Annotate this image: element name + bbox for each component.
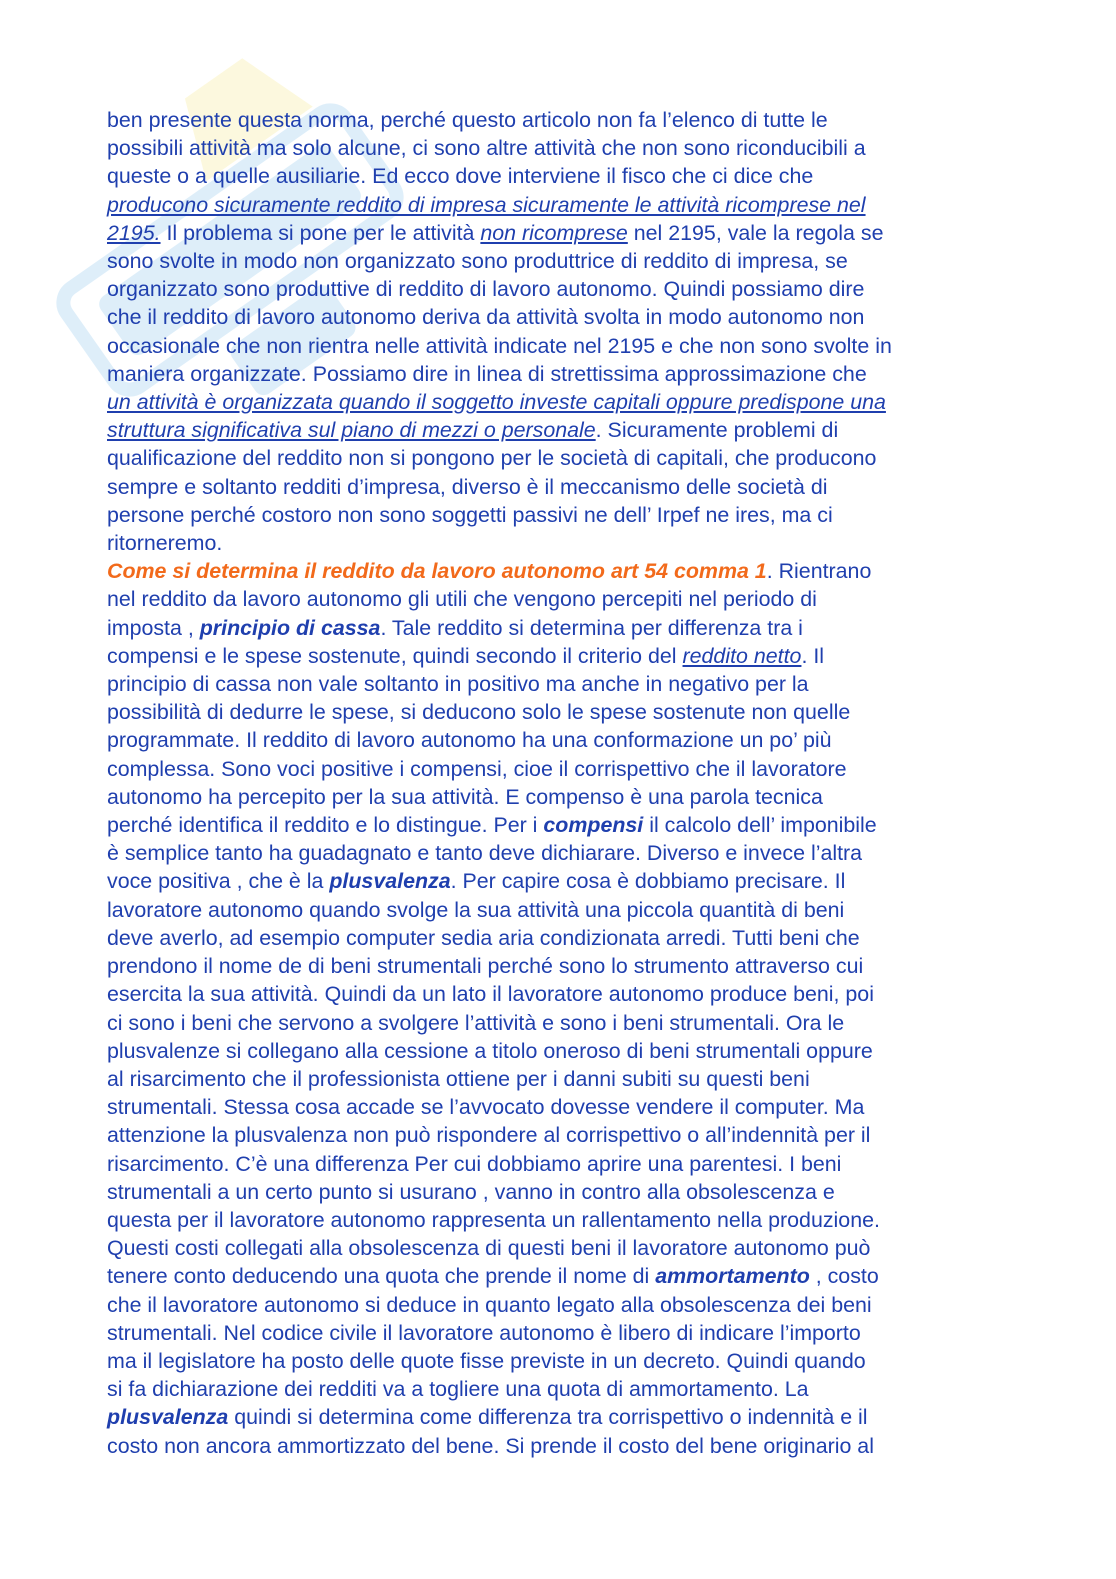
underlined-text: producono sicuramente reddito di impresa sicuramente le attività ricomprese nel xyxy=(107,192,866,217)
text-segment: sono svolte in modo non organizzato sono produttrice di reddito di impresa, se xyxy=(107,249,848,274)
text-line xyxy=(107,1065,1027,1093)
keyword: plusvalenza xyxy=(107,1405,229,1430)
text-line xyxy=(107,106,1027,134)
text-segment: si fa dichiarazione dei redditi va a togliere una quota di ammortamento. La xyxy=(107,1377,809,1402)
text-segment: strumentali. Stessa cosa accade se l’avvocato dovesse vendere il computer. Ma xyxy=(107,1095,865,1120)
text-segment: autonomo ha percepito per la sua attività. E compenso è una parola tecnica xyxy=(107,784,823,809)
text-line xyxy=(107,416,1027,444)
text-segment: . Il xyxy=(801,643,825,668)
text-line xyxy=(107,1375,1027,1403)
text-segment: ma il legislatore ha posto delle quote fisse previste in un decreto. Quindi quando xyxy=(107,1348,866,1373)
text-line xyxy=(107,275,1027,303)
underlined-text: struttura significativa sul piano di mezzi o personale xyxy=(107,418,596,443)
text-segment: perché identifica il reddito e lo distingue. Per i xyxy=(107,813,544,838)
text-segment: plusvalenze si collegano alla cessione a titolo oneroso di beni strumentali oppure xyxy=(107,1038,873,1063)
text-line xyxy=(107,529,1027,557)
text-line xyxy=(107,444,1027,472)
text-segment: programmate. Il reddito di lavoro autonomo ha una conformazione un po’ più xyxy=(107,728,832,753)
text-line xyxy=(107,1403,1027,1431)
text-segment: ben presente questa norma, perché questo articolo non fa l’elenco di tutte le xyxy=(107,108,828,132)
text-segment: . Sicuramente problemi di xyxy=(595,418,839,443)
text-segment: il calcolo dell’ imponibile xyxy=(643,813,877,838)
text-line xyxy=(107,1121,1027,1149)
text-line xyxy=(107,980,1027,1008)
section-heading: Come si determina il reddito da lavoro autonomo art 54 comma 1 xyxy=(107,559,767,584)
text-segment: strumentali a un certo punto si usurano , vanno in contro alla obsolescenza e xyxy=(107,1179,835,1204)
keyword: ammortamento xyxy=(655,1264,810,1289)
text-segment: lavoratore autonomo quando svolge la sua attività una piccola quantità di beni xyxy=(107,897,845,922)
text-segment: possibilità di dedurre le spese, si deducono solo le spese sostenute non quelle xyxy=(107,700,851,725)
text-segment: al risarcimento che il professionista ottiene per i danni subiti su questi beni xyxy=(107,1066,810,1091)
text-line xyxy=(107,1093,1027,1121)
text-segment: . Tale reddito si determina per differenza tra i xyxy=(380,615,803,640)
text-line xyxy=(107,642,1027,670)
text-line xyxy=(107,191,1027,219)
text-segment: organizzato sono produttive di reddito di lavoro autonomo. Quindi possiamo dire xyxy=(107,277,865,302)
text-segment: principio di cassa non vale soltanto in positivo ma anche in negativo per la xyxy=(107,672,809,697)
keyword: compensi xyxy=(543,813,644,838)
text-line xyxy=(107,924,1027,952)
text-line xyxy=(107,952,1027,980)
keyword: plusvalenza xyxy=(329,869,451,894)
text-segment: voce positiva , che è la xyxy=(107,869,330,894)
text-line xyxy=(107,1150,1027,1178)
text-segment: ritorneremo. xyxy=(107,531,223,556)
underlined-text: un attività è organizzata quando il soggetto investe capitali oppure predispone una xyxy=(107,390,886,415)
text-segment: prendono il nome de di beni strumentali perché sono lo strumento attraverso cui xyxy=(107,954,864,979)
document-body xyxy=(107,106,1027,1460)
text-line xyxy=(107,1291,1027,1319)
text-segment: strumentali. Nel codice civile il lavoratore autonomo è libero di indicare l’importo xyxy=(107,1320,861,1345)
text-segment: tenere conto deducendo una quota che prende il nome di xyxy=(107,1264,656,1289)
text-segment: che il reddito di lavoro autonomo deriva da attività svolta in modo autonomo non xyxy=(107,305,865,330)
text-segment: queste o a quelle ausiliarie. Ed ecco dove interviene il fisco che ci dice che xyxy=(107,164,814,189)
text-line xyxy=(107,501,1027,529)
text-segment: costo non ancora ammortizzato del bene. Si prende il costo del bene originario al xyxy=(107,1433,874,1458)
text-segment: è semplice tanto ha guadagnato e tanto deve dichiarare. Diverso e invece l’altra xyxy=(107,841,863,866)
text-line xyxy=(107,303,1027,331)
text-segment: nel 2195, vale la regola se xyxy=(627,220,884,245)
text-line xyxy=(107,726,1027,754)
text-segment: maniera organizzate. Possiamo dire in linea di strettissima approssimazione che xyxy=(107,361,867,386)
text-segment: , costo xyxy=(809,1264,879,1289)
text-line xyxy=(107,1178,1027,1206)
text-segment: complessa. Sono voci positive i compensi, cioe il corrispettivo che il lavoratore xyxy=(107,756,847,781)
text-segment: quindi si determina come differenza tra corrispettivo o indennità e il xyxy=(228,1405,868,1430)
text-line xyxy=(107,1262,1027,1290)
text-line xyxy=(107,670,1027,698)
text-line xyxy=(107,473,1027,501)
text-segment: persone perché costoro non sono soggetti passivi ne dell’ Irpef ne ires, ma ci xyxy=(107,502,833,527)
text-line xyxy=(107,839,1027,867)
text-segment: questa per il lavoratore autonomo rappresenta un rallentamento nella produzione. xyxy=(107,1207,880,1232)
text-segment: risarcimento. C’è una differenza Per cui dobbiamo aprire una parentesi. I beni xyxy=(107,1151,842,1176)
text-line xyxy=(107,1009,1027,1037)
text-segment: occasionale che non rientra nelle attività indicate nel 2195 e che non sono svolte in xyxy=(107,333,892,358)
text-line xyxy=(107,134,1027,162)
text-line xyxy=(107,1037,1027,1065)
text-segment: compensi e le spese sostenute, quindi secondo il criterio del xyxy=(107,643,683,668)
text-segment: Il problema si pone per le attività xyxy=(160,220,481,245)
text-segment: imposta , xyxy=(107,615,200,640)
text-line xyxy=(107,557,1027,585)
text-line xyxy=(107,783,1027,811)
text-line xyxy=(107,867,1027,895)
text-line xyxy=(107,1432,1027,1460)
text-segment: esercita la sua attività. Quindi da un lato il lavoratore autonomo produce beni, poi xyxy=(107,982,874,1007)
text-segment: deve averlo, ad esempio computer sedia aria condizionata arredi. Tutti beni che xyxy=(107,925,860,950)
text-segment: ci sono i beni che servono a svolgere l’attività e sono i beni strumentali. Ora le xyxy=(107,1010,845,1035)
text-line xyxy=(107,585,1027,613)
text-segment: Questi costi collegati alla obsolescenza di questi beni il lavoratore autonomo può xyxy=(107,1236,871,1261)
text-segment: qualificazione del reddito non si pongono per le società di capitali, che producono xyxy=(107,446,877,471)
text-segment: che il lavoratore autonomo si deduce in quanto legato alla obsolescenza dei beni xyxy=(107,1292,872,1317)
text-line xyxy=(107,755,1027,783)
text-line xyxy=(107,1206,1027,1234)
text-line xyxy=(107,1319,1027,1347)
text-line xyxy=(107,1347,1027,1375)
text-line xyxy=(107,360,1027,388)
text-line xyxy=(107,332,1027,360)
underlined-text: non ricomprese xyxy=(480,220,628,245)
text-line xyxy=(107,219,1027,247)
text-line xyxy=(107,614,1027,642)
text-segment: possibili attività ma solo alcune, ci sono altre attività che non sono riconducibili a xyxy=(107,136,866,161)
text-segment: . Per capire cosa è dobbiamo precisare. Il xyxy=(450,869,846,894)
text-segment: nel reddito da lavoro autonomo gli utili che vengono percepiti nel periodo di xyxy=(107,587,817,612)
underlined-text: reddito netto xyxy=(682,643,802,668)
text-line xyxy=(107,1234,1027,1262)
text-line xyxy=(107,162,1027,190)
keyword: principio di cassa xyxy=(199,615,381,640)
text-line xyxy=(107,811,1027,839)
text-line xyxy=(107,247,1027,275)
text-line xyxy=(107,388,1027,416)
text-segment: attenzione la plusvalenza non può rispondere al corrispettivo o all’indennità per il xyxy=(107,1123,871,1148)
text-segment: sempre e soltanto redditi d’impresa, diverso è il meccanismo delle società di xyxy=(107,474,828,499)
text-line xyxy=(107,698,1027,726)
text-segment: . Rientrano xyxy=(766,559,872,584)
underlined-text: 2195. xyxy=(107,220,161,245)
text-line xyxy=(107,896,1027,924)
